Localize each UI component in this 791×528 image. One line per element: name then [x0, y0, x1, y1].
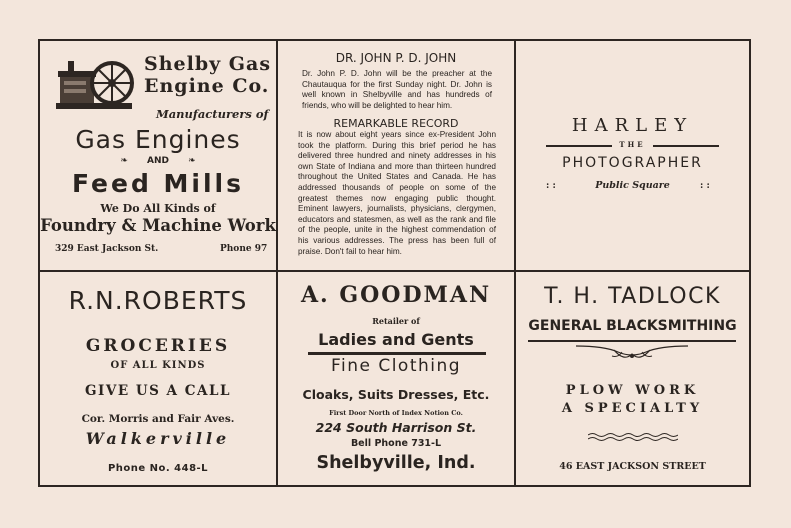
roberts-line1: GROCERIES [85, 336, 231, 356]
goodman-rule [308, 352, 486, 355]
shelby-manufacturers: Manufacturers of [156, 107, 269, 121]
goodman-name: A. GOODMAN [300, 282, 492, 308]
john-subtitle: REMARKABLE RECORD [333, 117, 459, 130]
leaf-bullet-icon: ❧ [188, 156, 196, 166]
harley-title: PHOTOGRAPHER [562, 155, 703, 171]
tadlock-line2: A SPECIALTY [561, 401, 704, 416]
scroll-ornament-icon [574, 342, 690, 364]
harley-location: Public Square [595, 180, 670, 191]
tadlock-address: 46 EAST JACKSON STREET [559, 461, 706, 472]
goodman-line2: Fine Clothing [330, 356, 462, 376]
shelby-address: 329 East Jackson St. [55, 244, 159, 254]
goodman-role: Retailer of [372, 316, 420, 326]
goodman-location-note: First Door North of Index Notion Co. [329, 409, 463, 417]
shelby-and-label: AND [147, 156, 169, 166]
john-para2: It is now about eight years since ex-President John took the platform. During this brief period he has delivered three hundred and ninety addresses in his own State of Indiana and more than thirteen hundred throughout the United States and Canada. He has addressed thousands of people on some of the greatest themes now engaging public thought. Eminent lawyers, journalists, physicians, clergymen, educators and statesmen, as well as the rank and file of the people, unite in the highest commendation of his various addresses. The press has been full of praise. Don't fail to hear him. [298, 130, 496, 256]
goodman-line3: Cloaks, Suits Dresses, Etc. [302, 387, 490, 402]
roberts-line3: GIVE US A CALL [85, 383, 231, 399]
harley-name: HARLEY [571, 115, 694, 136]
shelby-and [40, 156, 276, 166]
roberts-name: R.N.ROBERTS [68, 286, 248, 315]
leaf-bullet-icon: ❧ [120, 156, 128, 166]
shelby-name-line1: Shelby Gas [144, 53, 272, 75]
goodman-phone: Bell Phone 731-L [350, 438, 442, 449]
ad-shelby-gas-engine [40, 41, 276, 270]
article-dr-john [278, 41, 514, 270]
ad-rn-roberts [40, 272, 276, 485]
goodman-city: Shelbyville, Ind. [316, 453, 476, 473]
shelby-product1: Gas Engines [75, 125, 241, 154]
harley-dots-left: : : [546, 181, 556, 191]
tadlock-business: GENERAL BLACKSMITHING [528, 318, 737, 334]
ad-harley-photographer [516, 41, 749, 270]
harley-the: THE [619, 140, 646, 149]
gas-engine-illustration-icon [54, 55, 134, 117]
harley-rule-right [653, 145, 719, 147]
ad-grid [38, 39, 751, 487]
tadlock-line1: PLOW WORK [565, 383, 700, 398]
shelby-service: Foundry & Machine Work [40, 216, 276, 235]
shelby-phone: Phone 97 [220, 244, 268, 254]
ad-th-tadlock [516, 272, 749, 485]
roberts-town: Walkerville [85, 429, 231, 448]
ad-a-goodman [278, 272, 514, 485]
shelby-name-line2: Engine Co. [144, 75, 270, 97]
goodman-address: 224 South Harrison St. [315, 420, 477, 435]
goodman-line1: Ladies and Gents [318, 330, 474, 349]
shelby-product2: Feed Mills [71, 169, 245, 198]
shelby-also: We Do All Kinds of [100, 202, 216, 215]
roberts-line2: OF ALL KINDS [110, 360, 206, 371]
harley-dots-right: : : [700, 181, 710, 191]
john-title: DR. JOHN P. D. JOHN [335, 51, 457, 65]
tadlock-name: T. H. TADLOCK [544, 284, 721, 309]
roberts-address: Cor. Morris and Fair Aves. [81, 413, 235, 425]
roberts-phone: Phone No. 448-L [107, 463, 209, 474]
wave-ornament-icon [588, 432, 678, 444]
john-para1: Dr. John P. D. John will be the preacher at the Chautauqua for the first Sunday night. Dr. John is well known in Shelbyville and has hundreds of friends, who will be delighted to hear him. [302, 69, 492, 110]
